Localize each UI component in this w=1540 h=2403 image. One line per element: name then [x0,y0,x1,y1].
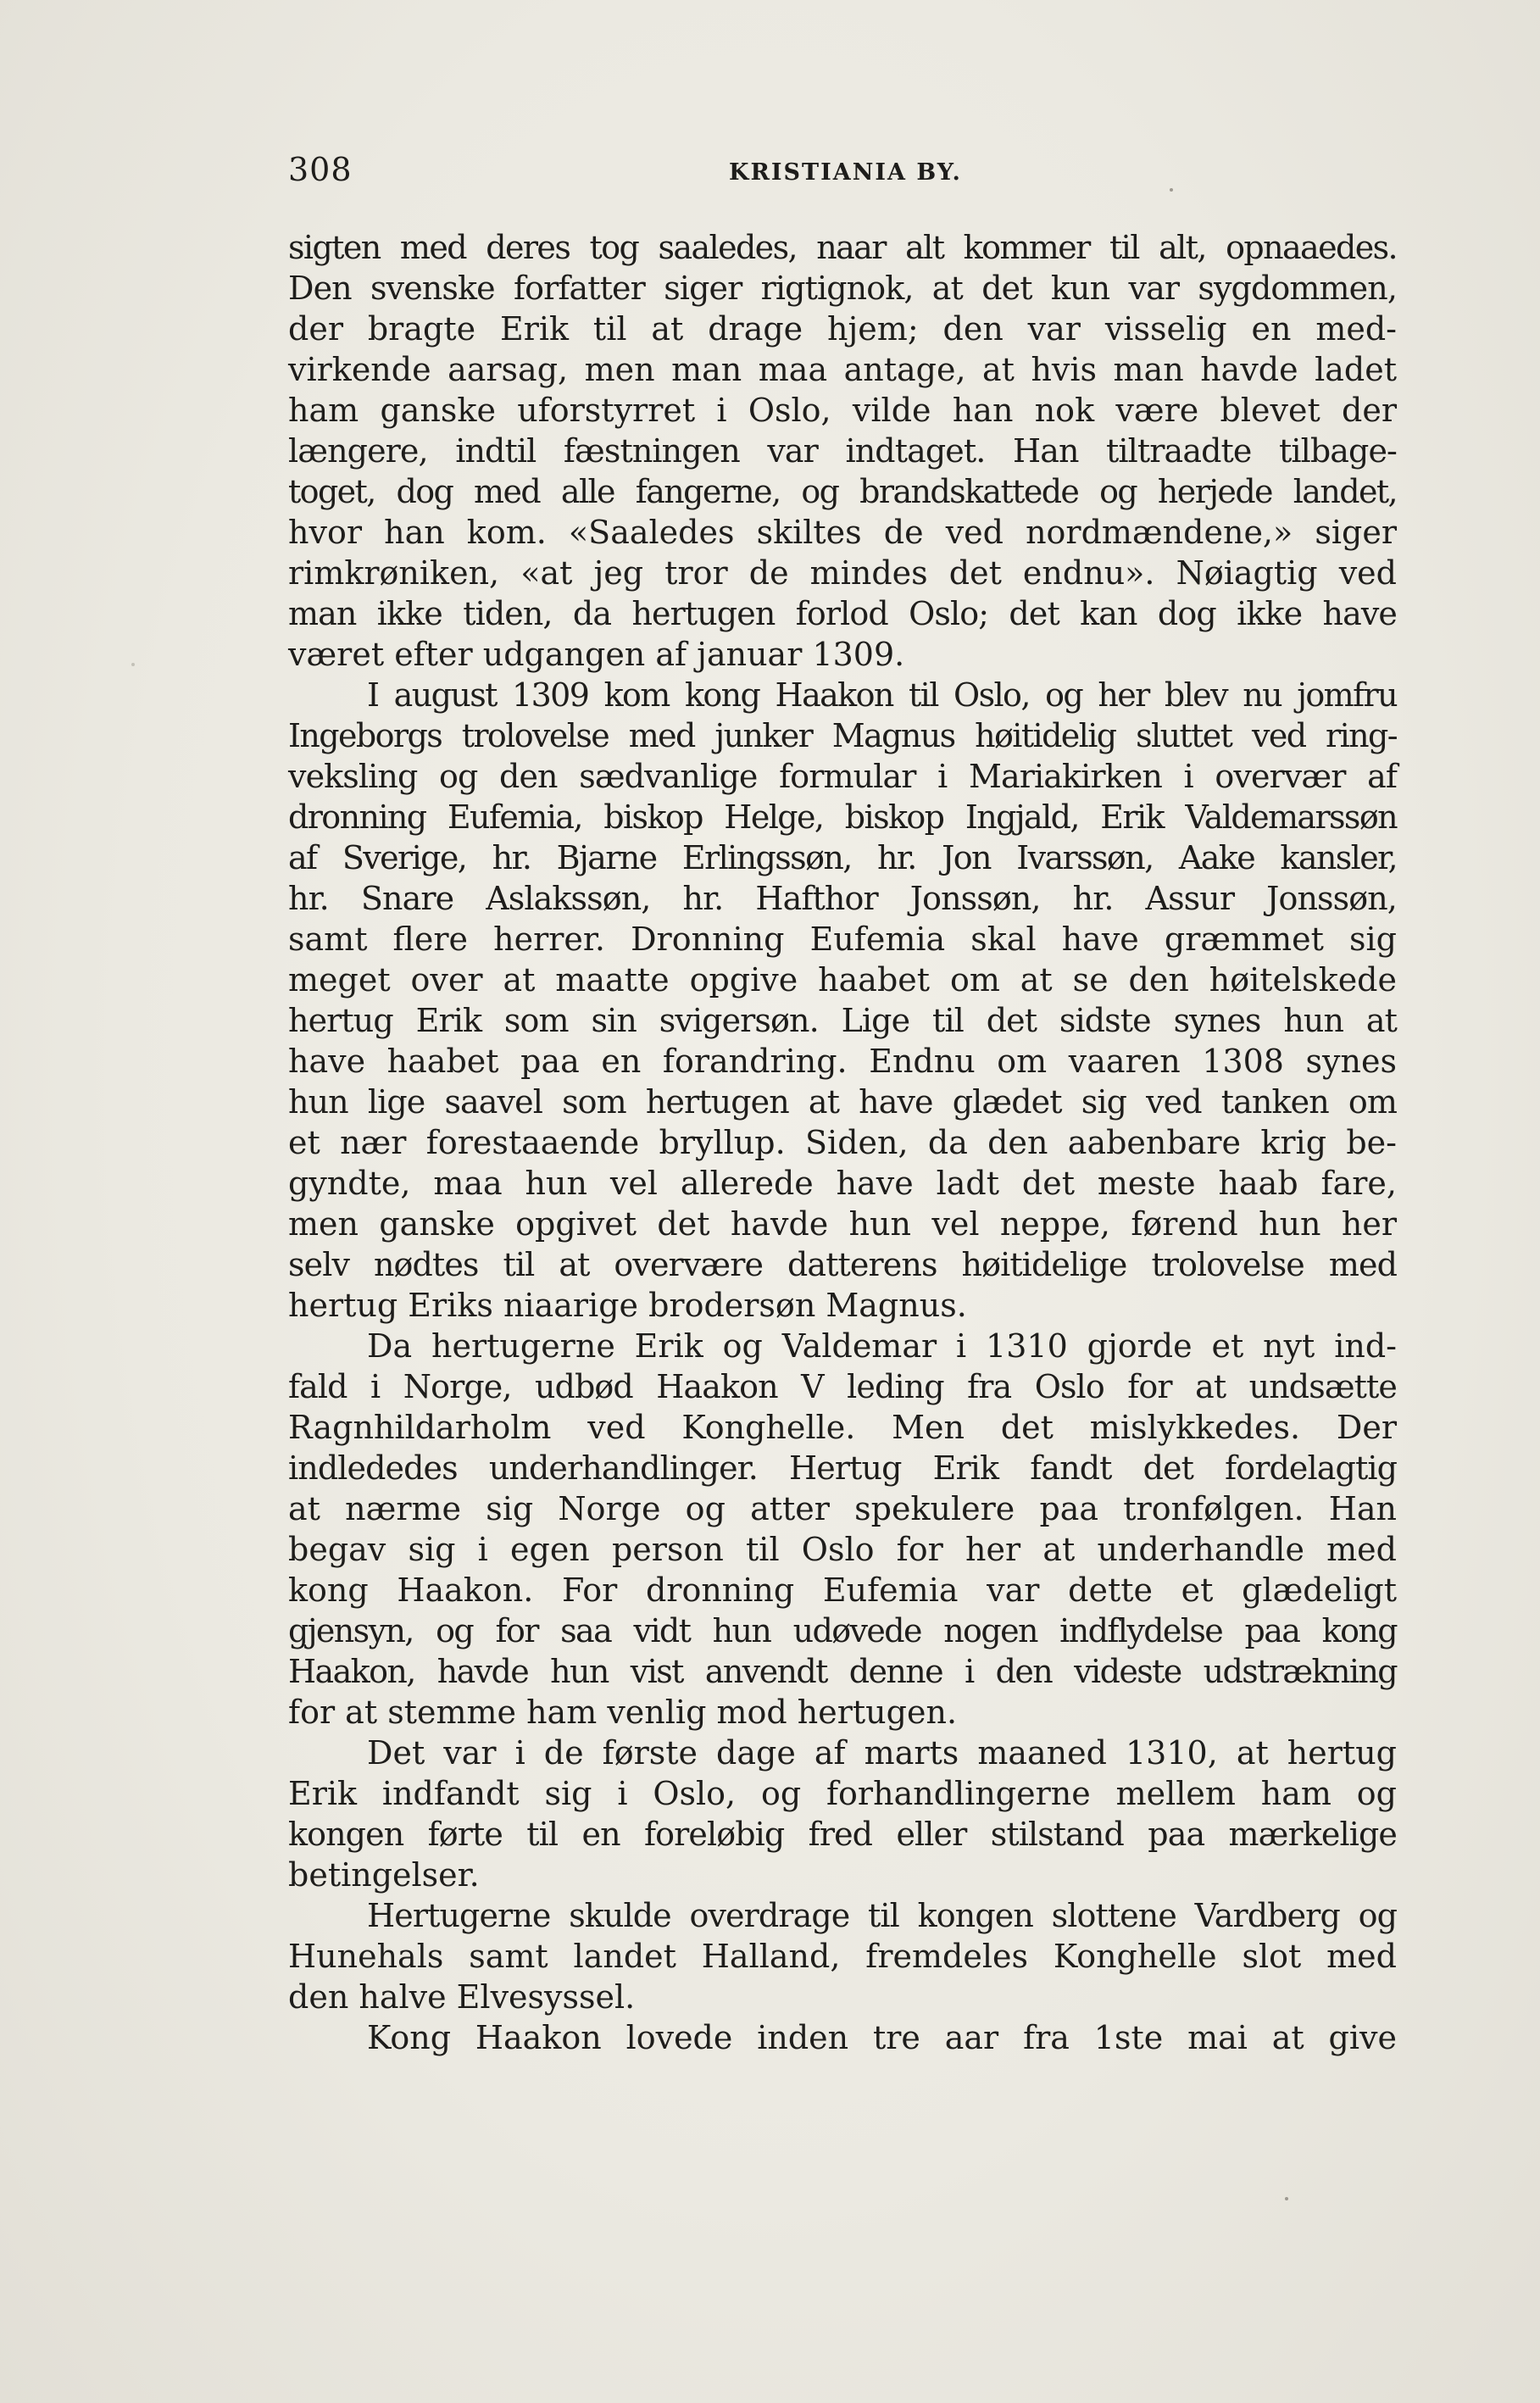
text-line: kongen førte til en foreløbig fred eller stilstand paa mærkelige [288,1816,1397,1853]
paragraph-first-line: Da hertugerne Erik og Valdemar i 1310 gjorde et nyt ind- [367,1327,1397,1365]
text-line: at nærme sig Norge og atter spekulere paa tronfølgen. Han [288,1490,1397,1527]
paper-speck [131,663,135,666]
text-line: dronning Eufemia, biskop Helge, biskop Ingjald, Erik Valdemarssøn [288,798,1397,836]
text-line: ham ganske uforstyrret i Oslo, vilde han nok være blevet der [288,392,1397,429]
text-line: indlededes underhandlinger. Hertug Erik fandt det fordelagtig [288,1449,1397,1487]
text-line: Ragnhildarholm ved Konghelle. Men det mislykkedes. Der [288,1409,1397,1446]
text-line: hun lige saavel som hertugen at have glædet sig ved tanken om [288,1083,1397,1121]
text-line: hertug Eriks niaarige brodersøn Magnus. [288,1287,967,1324]
text-line: have haabet paa en forandring. Endnu om vaaren 1308 synes [288,1043,1397,1080]
text-line: Den svenske forfatter siger rigtignok, at det kun var sygdommen, [288,270,1397,307]
body-text [288,227,1397,2058]
page-header [288,151,1398,202]
text-line: den halve Elvesyssel. [288,1978,636,2016]
text-line: sigten med deres tog saaledes, naar alt kommer til alt, opnaaedes. [288,229,1397,266]
paragraph-first-line: Det var i de første dage af marts maaned 1310, at hertug [367,1734,1397,1772]
text-line: længere, indtil fæstningen var indtaget. Han tiltraadte tilbage- [288,432,1397,470]
text-line: fald i Norge, udbød Haakon V leding fra Oslo for at undsætte [288,1368,1397,1405]
text-line: toget, dog med alle fangerne, og brandskattede og herjede landet, [288,473,1397,510]
text-line: et nær forestaaende bryllup. Siden, da den aabenbare krig be- [288,1124,1397,1161]
paragraph-first-line: I august 1309 kom kong Haakon til Oslo, og her blev nu jomfru [367,676,1397,714]
text-line: Ingeborgs trolovelse med junker Magnus høitidelig sluttet ved ring- [288,717,1397,754]
running-head: KRISTIANIA BY. [729,159,962,186]
text-line: kong Haakon. For dronning Eufemia var dette et glædeligt [288,1571,1397,1609]
text-line: hr. Snare Aslakssøn, hr. Hafthor Jonssøn, hr. Assur Jonssøn, [288,880,1397,917]
text-line: været efter udgangen af januar 1309. [288,636,905,673]
text-line: selv nødtes til at overvære datterens høitidelige trolovelse med [288,1246,1397,1283]
text-line: Hunehals samt landet Halland, fremdeles Konghelle slot med [288,1938,1397,1975]
text-line: samt flere herrer. Dronning Eufemia skal have græmmet sig [288,921,1397,958]
paragraph-first-line: Kong Haakon lovede inden tre aar fra 1ste mai at give [367,2019,1397,2056]
text-line: veksling og den sædvanlige formular i Mariakirken i overvær af [288,758,1397,795]
text-line: Erik indfandt sig i Oslo, og forhandlingerne mellem ham og [288,1775,1397,1812]
text-line: af Sverige, hr. Bjarne Erlingssøn, hr. Jon Ivarssøn, Aake kansler, [288,839,1397,876]
text-line: virkende aarsag, men man maa antage, at hvis man havde ladet [288,351,1397,388]
text-line: rimkrøniken, «at jeg tror de mindes det endnu». Nøiagtig ved [288,554,1397,592]
text-line: begav sig i egen person til Oslo for her at underhandle med [288,1531,1397,1568]
text-line: hertug Erik som sin svigersøn. Lige til det sidste synes hun at [288,1002,1397,1039]
text-line: hvor han kom. «Saaledes skiltes de ved nordmændene,» siger [288,514,1397,551]
text-line: man ikke tiden, da hertugen forlod Oslo; det kan dog ikke have [288,595,1397,632]
text-line: gjensyn, og for saa vidt hun udøvede nogen indflydelse paa kong [288,1612,1397,1649]
paper-speck [1285,2197,1288,2200]
text-line: der bragte Erik til at drage hjem; den var visselig en med- [288,310,1397,348]
text-line: betingelser. [288,1856,480,1894]
text-line: meget over at maatte opgive haabet om at se den høitelskede [288,961,1397,998]
text-line: men ganske opgivet det havde hun vel neppe, førend hun her [288,1205,1397,1243]
paragraph-first-line: Hertugerne skulde overdrage til kongen slottene Vardberg og [367,1897,1397,1934]
text-line: gyndte, maa hun vel allerede have ladt det meste haab fare, [288,1165,1397,1202]
text-line: for at stemme ham venlig mod hertugen. [288,1694,958,1731]
text-line: Haakon, havde hun vist anvendt denne i den videste udstrækning [288,1653,1397,1690]
page-number: 308 [288,151,353,188]
paper-speck [1170,188,1173,192]
